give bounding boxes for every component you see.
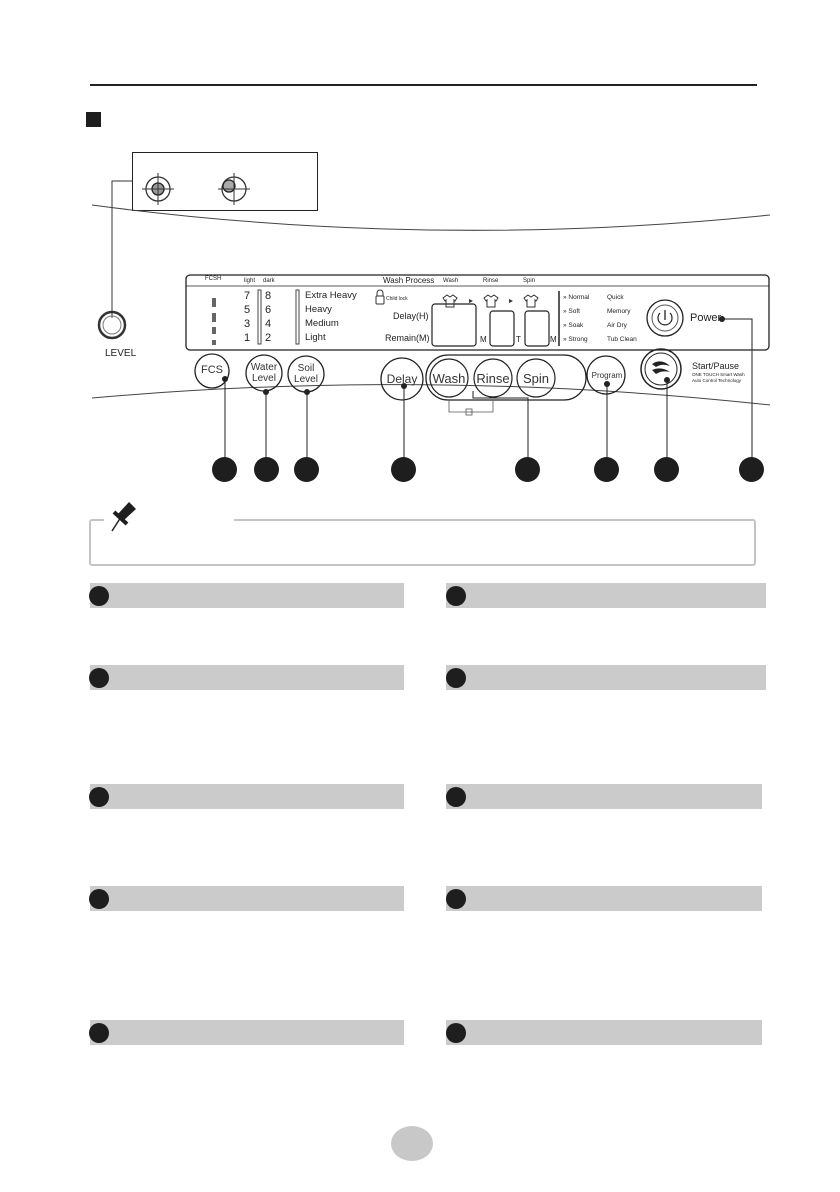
section-bar-left-4: [90, 886, 404, 911]
program-labels: Quick Memory Air Dry Tub Clean: [607, 294, 637, 343]
delay-label: Delay(H): [393, 311, 429, 321]
level-caption: LEVEL: [105, 348, 137, 359]
note-box: [89, 519, 756, 566]
callout-dot: [294, 457, 319, 482]
section-bullet: [89, 668, 109, 688]
remain-label: Remain(M): [385, 333, 430, 343]
section-bar-left-3: [90, 784, 404, 809]
section-bullet: [446, 586, 466, 606]
shirt-icon: [443, 295, 538, 307]
section-bar-right-5: [446, 1020, 762, 1045]
delay-button[interactable]: Delay: [386, 372, 418, 386]
section-bar-left-2: [90, 665, 404, 690]
page-number-badge: [391, 1126, 433, 1161]
rinse-button[interactable]: Rinse: [476, 371, 510, 386]
process-step-rinse: Rinse: [483, 278, 499, 284]
section-bullet: [446, 889, 466, 909]
callout-dot: [254, 457, 279, 482]
wash-process-title: Wash Process: [383, 276, 435, 285]
start-pause-line2: Auto Control Technology: [692, 378, 741, 383]
section-bullet: [89, 787, 109, 807]
soil-level-button[interactable]: Soil Level: [294, 363, 318, 385]
fcs-button[interactable]: FCS: [201, 364, 223, 376]
section-bullet: [89, 1023, 109, 1043]
start-pause-logo-icon: [652, 361, 670, 374]
pushpin-icon: [102, 497, 142, 533]
lock-icon: [376, 290, 384, 304]
spin-button[interactable]: Spin: [522, 371, 550, 386]
section-bullet: [89, 889, 109, 909]
child-lock-label: Child lock: [386, 296, 408, 302]
section-bar-right-2: [446, 665, 766, 690]
dark-heading: dark: [263, 278, 275, 284]
unit-m1: M: [480, 335, 487, 344]
section-bar-right-4: [446, 886, 762, 911]
process-step-spin: Spin: [523, 278, 536, 284]
section-bullet: [89, 586, 109, 606]
start-pause-line1: ONE TOUCH Smart Wash: [692, 372, 745, 377]
callout-dot: [391, 457, 416, 482]
callout-dot: [654, 457, 679, 482]
unit-m2: M: [550, 335, 557, 344]
start-pause-title: Start/Pause: [692, 361, 740, 371]
section-bullet: [446, 1023, 466, 1043]
water-level-button[interactable]: Water Level: [250, 362, 278, 384]
fcs-heading: FCSH: [205, 276, 222, 282]
callout-dot: [594, 457, 619, 482]
water-numbers-left: 7 5 3 1: [244, 290, 251, 344]
callout-dot: [515, 457, 540, 482]
wash-button[interactable]: Wash: [432, 371, 466, 386]
section-bar-left-5: [90, 1020, 404, 1045]
water-numbers-right: 8 6 4 2: [265, 290, 272, 344]
section-bullet: [446, 668, 466, 688]
section-bar-right-3: [446, 784, 762, 809]
process-step-wash: Wash: [443, 278, 459, 284]
callout-dot: [739, 457, 764, 482]
light-heading: light: [244, 278, 256, 284]
spin-strength-labels: » Normal » Soft » Soak » Strong: [563, 294, 590, 343]
power-label: Power: [690, 312, 722, 324]
section-bar-left-1: [90, 583, 404, 608]
program-button[interactable]: Program: [591, 371, 623, 380]
section-bullet: [446, 787, 466, 807]
control-panel-drawing: [0, 0, 840, 500]
section-bar-right-1: [446, 583, 766, 608]
callout-dot: [212, 457, 237, 482]
soil-level-labels: Extra Heavy Heavy Medium Light: [305, 290, 357, 343]
unit-t: T: [516, 335, 521, 344]
